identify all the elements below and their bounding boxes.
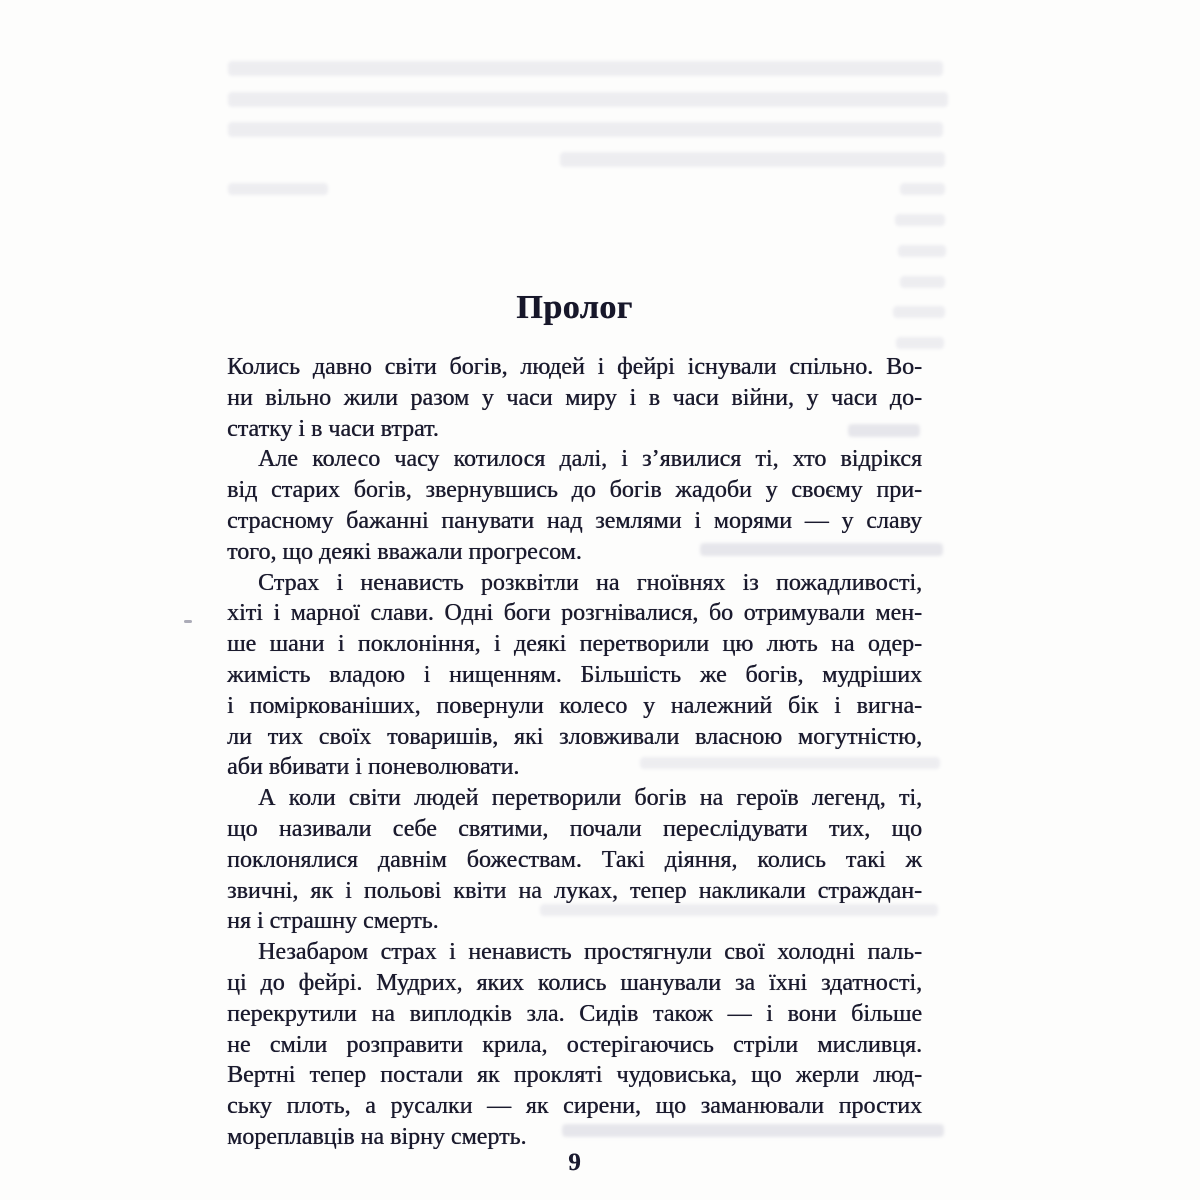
text-line: статку і в часи втрат. — [227, 415, 439, 442]
text-line: А коли світи людей перетворили богів на героїв легенд, ті, — [258, 785, 922, 812]
chapter-heading: Пролог — [516, 289, 633, 326]
text-line: Але колесо часу котилося далі, і з’явилися ті, хто відрікся — [258, 446, 922, 473]
text-line: не сміли розправити крила, остерігаючись стріли мисливця. — [227, 1031, 922, 1058]
bleed-through-fragment — [895, 214, 945, 226]
bleed-through-fragment — [228, 183, 328, 195]
text-line: мореплавців на вірну смерть. — [227, 1123, 527, 1150]
text-line: ці до фейрі. Мудрих, яких колись шанували за їхні здатності, — [227, 969, 922, 996]
text-line: жимість владою і нищенням. Більшість же богів, мудріших — [227, 661, 922, 688]
text-line: поклонялися давнім божествам. Такі діяння, колись такі ж — [227, 846, 922, 873]
text-line: ли тих своїх товаришів, які зловживали власною могутністю, — [227, 723, 922, 750]
bleed-through-line — [228, 61, 943, 76]
text-line: ську плоть, а русалки — як сирени, що заманювали простих — [227, 1093, 922, 1120]
text-line: Вертні тепер постали як прокляті чудовиська, що жерли люд- — [227, 1062, 922, 1089]
text-line: аби вбивати і поневолювати. — [227, 754, 520, 781]
text-line: ни вільно жили разом у часи миру і в часи війни, у часи до- — [227, 384, 922, 411]
body-text — [227, 352, 922, 1153]
page-number: 9 — [568, 1149, 581, 1176]
text-line: хіті і марної слави. Одні боги розгнівалися, бо отримували мен- — [227, 600, 922, 627]
bleed-through-fragment — [900, 183, 945, 195]
text-line: страсному бажанні панувати над землями і морями — у славу — [227, 507, 922, 534]
bleed-through-fragment — [898, 245, 946, 257]
text-line: що називали себе святими, почали переслідувати тих, що — [227, 815, 922, 842]
text-line: Страх і ненависть розквітли на гноївнях із пожадливості, — [258, 569, 922, 596]
text-line: ня і страшну смерть. — [227, 908, 439, 935]
text-line: ше шани і поклоніння, і деякі перетворили цю лють на одер- — [227, 631, 922, 658]
scan-speck — [184, 620, 192, 623]
bleed-through-fragment — [896, 337, 944, 349]
text-line: Колись давно світи богів, людей і фейрі існували спільно. Во- — [227, 354, 922, 380]
bleed-through-line — [560, 152, 945, 167]
text-line: перекрутили на виплодків зла. Сидів також — і вони більше — [227, 1000, 922, 1027]
text-line: і поміркованіших, повернули колесо у належний бік і вигна- — [227, 692, 922, 719]
bleed-through-line — [228, 92, 948, 107]
text-line: від старих богів, звернувшись до богів жадоби у своєму при- — [227, 477, 922, 504]
bleed-through-fragment — [900, 276, 945, 288]
text-line: Незабаром страх і ненависть простягнули свої холодні паль- — [258, 939, 922, 966]
bleed-through-line — [228, 122, 943, 137]
text-line: того, що деякі вважали прогресом. — [227, 538, 582, 565]
text-line: звичні, як і польові квіти на луках, тепер накликали страждан- — [227, 877, 922, 904]
